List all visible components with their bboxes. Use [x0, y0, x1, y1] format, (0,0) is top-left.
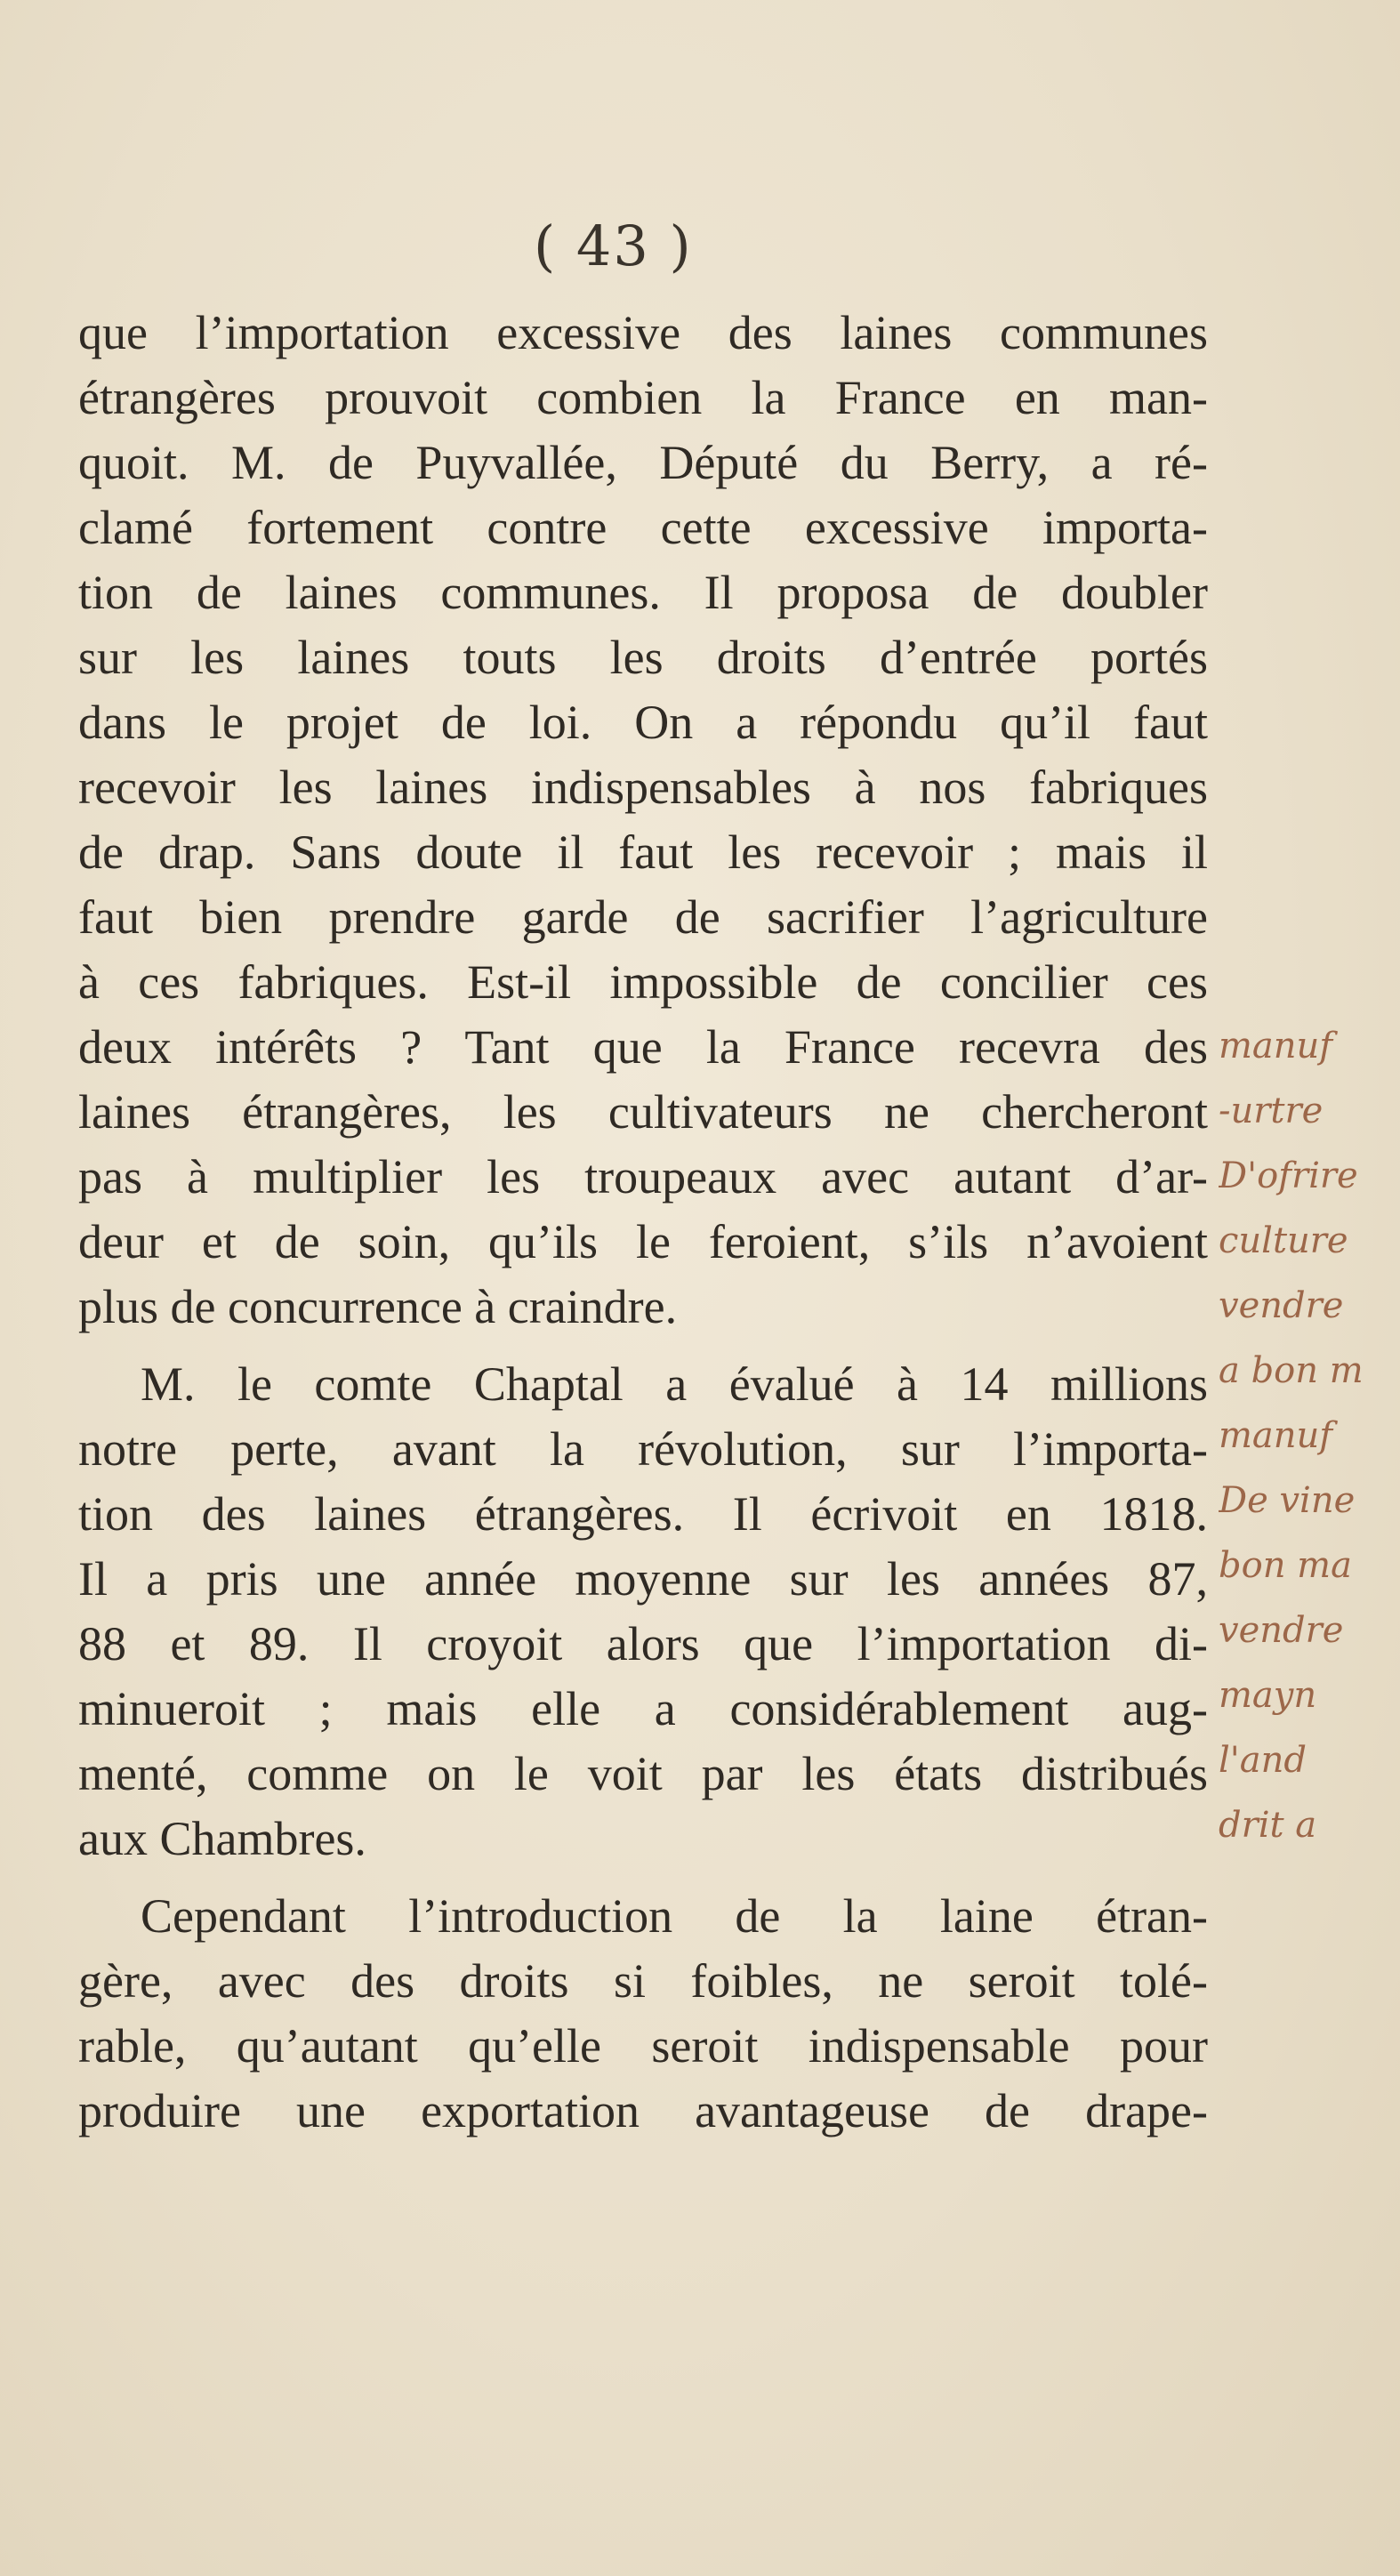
paragraph-3 [78, 1884, 1208, 2144]
text-line: produire une exportation avantageuse de drape- [78, 2084, 1208, 2137]
text-line: deur et de soin, qu’ils le feroient, s’ils n’avoient [78, 1215, 1208, 1268]
text-line: laines étrangères, les cultivateurs ne chercheront [78, 1085, 1208, 1139]
margin-note: mayn [1219, 1675, 1317, 1716]
text-line: menté, comme on le voit par les états distribués [78, 1747, 1208, 1800]
margin-note: l'and [1219, 1740, 1307, 1781]
text-line: Cependant l’introduction de la laine étran- [141, 1889, 1208, 1943]
text-line: aux Chambres. [78, 1812, 366, 1865]
text-line: sur les laines touts les droits d’entrée portés [78, 631, 1208, 684]
margin-note: De vine [1219, 1480, 1356, 1521]
text-line: rable, qu’autant qu’elle seroit indispensable pour [78, 2019, 1208, 2073]
paragraph-1 [78, 301, 1208, 1340]
margin-note: culture [1219, 1220, 1348, 1261]
text-line: minueroit ; mais elle a considérablement aug- [78, 1682, 1208, 1735]
margin-note: bon ma [1219, 1545, 1352, 1586]
text-line: que l’importation excessive des laines communes [78, 306, 1208, 359]
margin-note: a bon m [1219, 1350, 1364, 1391]
margin-note: -urtre [1219, 1091, 1324, 1131]
text-line: de drap. Sans doute il faut les recevoir ; mais il [78, 825, 1208, 879]
text-line: à ces fabriques. Est-il impossible de concilier ces [78, 955, 1208, 1009]
handwritten-margin-notes [1219, 1014, 1400, 1858]
text-line: pas à multiplier les troupeaux avec autant d’ar- [78, 1150, 1208, 1203]
margin-note: manuf [1219, 1026, 1333, 1067]
margin-note: vendre [1219, 1610, 1344, 1651]
page-number: ( 43 ) [534, 213, 693, 278]
text-line: étrangères prouvoit combien la France en man- [78, 371, 1208, 424]
margin-note: D'ofrire [1219, 1155, 1358, 1196]
paragraph-2 [78, 1352, 1208, 1872]
text-line: notre perte, avant la révolution, sur l’importa- [78, 1422, 1208, 1476]
text-line: dans le projet de loi. On a répondu qu’il faut [78, 696, 1208, 749]
text-line: clamé fortement contre cette excessive importa- [78, 501, 1208, 554]
text-line: M. le comte Chaptal a évalué à 14 millions [141, 1357, 1208, 1411]
text-line: quoit. M. de Puyvallée, Député du Berry, a ré- [78, 436, 1208, 489]
text-line: recevoir les laines indispensables à nos fabriques [78, 761, 1208, 814]
text-line: plus de concurrence à craindre. [78, 1280, 678, 1333]
margin-note: drit a [1219, 1805, 1317, 1846]
text-line: 88 et 89. Il croyoit alors que l’importation di- [78, 1617, 1208, 1670]
margin-note: manuf [1219, 1415, 1333, 1456]
margin-note: vendre [1219, 1285, 1344, 1326]
text-line: faut bien prendre garde de sacrifier l’agriculture [78, 890, 1208, 944]
text-line: deux intérêts ? Tant que la France recevra des [78, 1020, 1208, 1074]
body-text [78, 301, 1208, 2144]
text-line: Il a pris une année moyenne sur les années 87, [78, 1552, 1208, 1606]
text-line: tion des laines étrangères. Il écrivoit en 1818. [78, 1487, 1208, 1541]
text-line: tion de laines communes. Il proposa de doubler [78, 566, 1208, 619]
text-line: gère, avec des droits si foibles, ne seroit tolé- [78, 1954, 1208, 2008]
